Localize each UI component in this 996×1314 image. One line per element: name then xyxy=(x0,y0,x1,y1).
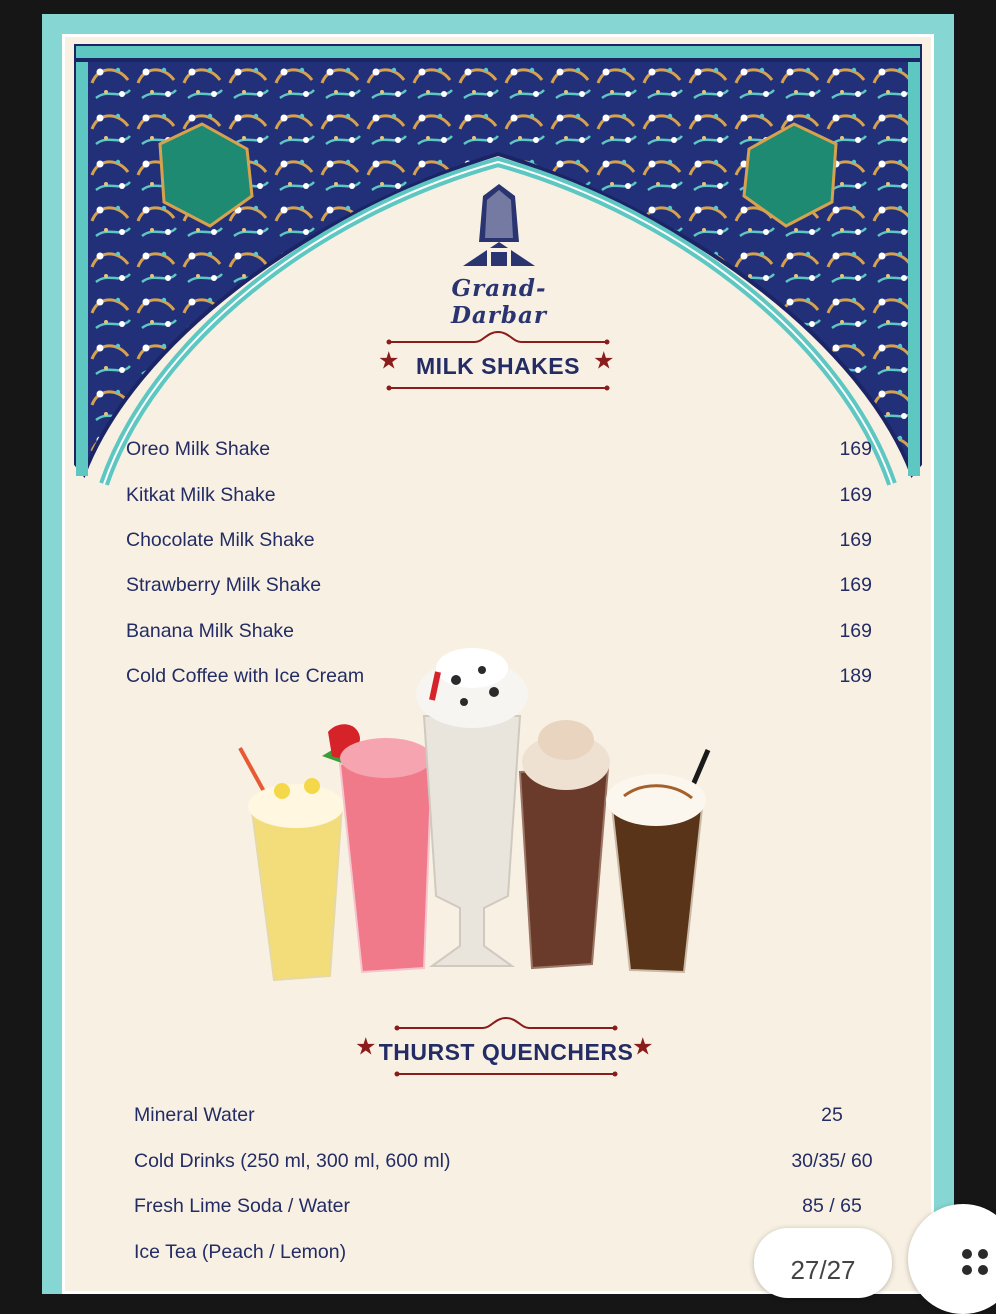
page-indicator-text: 27/27 xyxy=(790,1255,856,1285)
grid-dots-icon xyxy=(961,1248,989,1276)
section-title: MILK SHAKES xyxy=(416,353,580,379)
menu-item-name: Mineral Water xyxy=(134,1104,255,1126)
palace-dome-icon xyxy=(457,182,541,268)
menu-item-price: 169 xyxy=(839,620,872,642)
menu-item-name: Kitkat Milk Shake xyxy=(126,484,276,506)
brand-logo xyxy=(409,182,589,329)
menu-item-price: 25 xyxy=(821,1104,843,1126)
section-title: THURST QUENCHERS xyxy=(378,1039,634,1065)
menu-item-price: 30/35/ 60 xyxy=(791,1150,873,1172)
menu-item-name: Ice Tea (Peach / Lemon) xyxy=(134,1241,347,1263)
brand-name: Grand-Darbar xyxy=(450,275,548,329)
menu-page xyxy=(42,14,954,1294)
page-indicator xyxy=(754,1228,892,1298)
menu-item-price: 169 xyxy=(839,574,872,596)
section-header-thurst-quenchers xyxy=(42,1012,954,1082)
menu-item-name: Strawberry Milk Shake xyxy=(126,574,322,596)
menu-item-price: 85 / 65 xyxy=(802,1195,862,1217)
menu-item-price: 169 xyxy=(839,484,872,506)
menu-item-name: Chocolate Milk Shake xyxy=(126,529,315,551)
milkshakes-photo xyxy=(232,646,762,1006)
menu-item-name: Fresh Lime Soda / Water xyxy=(134,1195,351,1217)
menu-item-name: Banana Milk Shake xyxy=(126,620,295,642)
star-icon: ★ xyxy=(632,1033,654,1061)
star-icon: ★ xyxy=(378,347,400,375)
star-icon: ★ xyxy=(593,347,615,375)
menu-item-name: Cold Coffee with Ice Cream xyxy=(126,665,365,687)
menu-item-price: 169 xyxy=(839,529,872,551)
menu-item-name: Oreo Milk Shake xyxy=(126,438,271,460)
menu-item-price: 189 xyxy=(839,665,872,687)
menu-item-name: Cold Drinks (250 ml, 300 ml, 600 ml) xyxy=(134,1150,451,1172)
star-icon: ★ xyxy=(355,1033,377,1061)
menu-item-price: 169 xyxy=(839,438,872,460)
section-header-milk-shakes xyxy=(42,326,954,396)
